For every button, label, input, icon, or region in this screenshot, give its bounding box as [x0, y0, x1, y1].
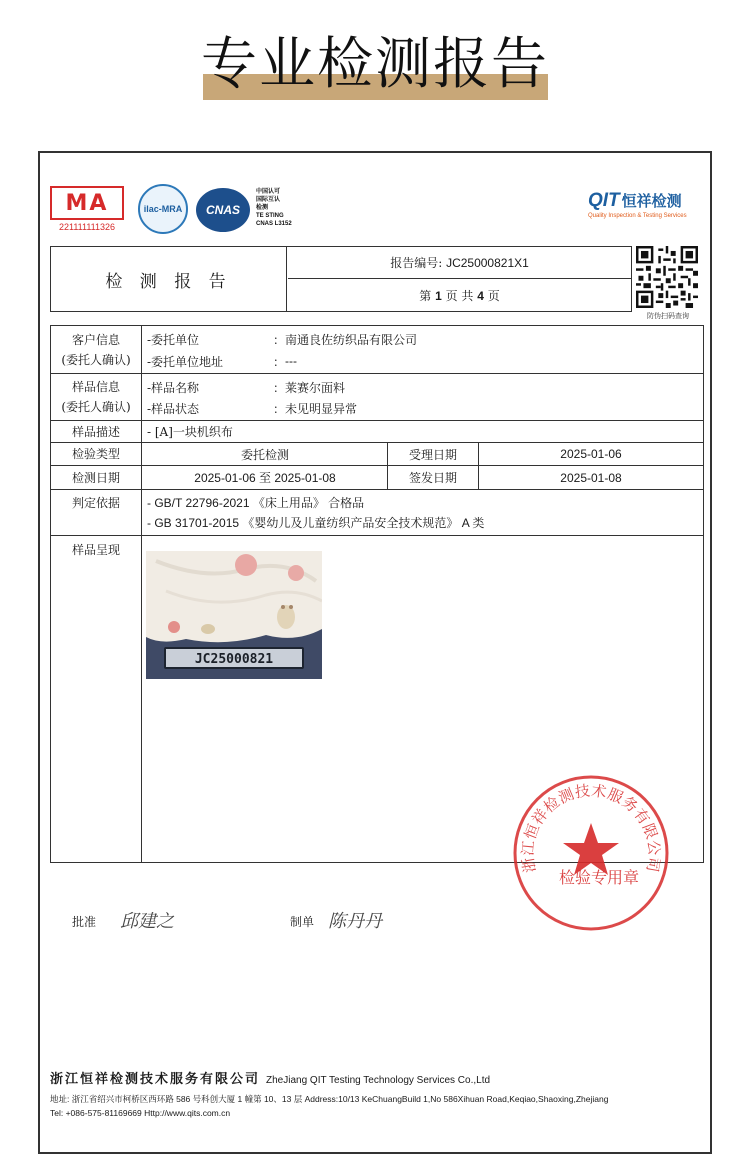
page-current: 1: [435, 288, 442, 303]
test-date-label: 检测日期: [51, 466, 142, 489]
approve-label: 批准: [72, 915, 97, 929]
qit-brand-line: [588, 190, 708, 212]
sample-name-label: -样品名称: [147, 380, 200, 395]
test-date-row: [51, 466, 703, 490]
make-label: 制单: [290, 915, 315, 929]
stamp-inner-text: 检验专用章: [558, 868, 639, 887]
sample-name-text: 莱赛尔面料: [285, 380, 346, 395]
report-number-label: 报告编号:: [390, 256, 443, 270]
basis-standard-2: - GB 31701-2015 《婴幼儿及儿童纺织产品安全技术规范》 A 类: [147, 515, 485, 530]
report-number: JC25000821X1: [446, 255, 529, 270]
label-line: 客户信息: [71, 332, 120, 347]
client-unit-value: ： 南通良佐纺织品有限公司: [273, 332, 418, 347]
cnas-line: CNAS L3152: [256, 221, 292, 227]
sample-tag-text: JC25000821: [194, 652, 274, 667]
client-info-row: [51, 326, 703, 374]
footer-company-cn: 浙江恒祥检测技术服务有限公司: [50, 1072, 261, 1087]
issue-date-value: 2025-01-08: [560, 470, 622, 485]
report-header: [50, 246, 632, 312]
report-number-row: [288, 247, 631, 279]
cnas-line: TE STING: [256, 213, 284, 219]
cma-logo: [50, 186, 124, 236]
cma-number: 221111111326: [58, 222, 116, 232]
ilac-mra-logo: [138, 184, 188, 234]
qr-code[interactable]: [636, 246, 698, 308]
client-address-label: -委托单位地址: [147, 354, 224, 369]
cnas-accreditation-text: [256, 188, 326, 228]
sample-status-text: 未见明显异常: [285, 401, 358, 416]
footer-company-en: ZheJiang QIT Testing Technology Services Co.,Ltd: [266, 1075, 491, 1086]
qit-brand: QIT: [588, 190, 620, 211]
cnas-logo: [196, 188, 250, 232]
test-type-value: 委托检测: [240, 447, 289, 462]
banner-title: 专业检测报告: [201, 32, 549, 97]
test-type-label: 检验类型: [51, 443, 142, 465]
page-mid: 页 共: [445, 289, 474, 303]
judgement-basis-row: [51, 490, 703, 536]
judgement-basis-label: 判定依据: [51, 490, 142, 535]
sample-photo-label: 样品呈现: [51, 536, 142, 862]
qit-tagline: Quality Inspection & Testing Services: [588, 213, 687, 219]
sample-info-label: [51, 374, 142, 420]
label-line: 样品信息: [71, 380, 120, 394]
cnas-label: CNAS: [205, 203, 240, 217]
client-unit-text: 南通良佐纺织品有限公司: [285, 332, 418, 347]
footer-address: 地址: 浙江省绍兴市柯桥区西环路 586 号科创大厦 1 幢第 10、13 层 Address:10/13 KeChuangBuild 1,No 586Xihuan Road,Keqiao,Shaoxing,Zhejiang: [50, 1094, 609, 1104]
client-info-label: [51, 326, 142, 373]
sample-desc-label: 样品描述: [51, 421, 142, 442]
sample-photo: [146, 551, 322, 679]
cnas-line: 中国认可: [256, 189, 281, 195]
page-banner: [0, 0, 750, 120]
ilac-label: ilac-MRA: [143, 204, 183, 214]
footer-contact: Tel: +086-575-81169669 Http://www.qits.com.cn: [50, 1108, 231, 1118]
sample-name-value: ： 莱赛尔面料: [273, 380, 346, 395]
issue-date-label: 签发日期: [408, 471, 457, 485]
qit-brand-cn: 恒祥检测: [621, 192, 682, 210]
label-line: (委托人确认): [61, 400, 131, 414]
qit-logo: [588, 190, 708, 230]
sample-status-value: ： 未见明显异常: [273, 401, 358, 416]
client-address-text: ---: [285, 354, 298, 368]
sample-status-label: -样品状态: [147, 401, 200, 416]
receive-date-label: 受理日期: [408, 447, 457, 462]
footer-company: [50, 1068, 710, 1087]
cnas-line: 国际互认: [256, 197, 281, 203]
sample-info-row: [51, 374, 703, 421]
test-date-value: 2025-01-06 至 2025-01-08: [194, 471, 336, 485]
make-signature: 陈丹丹: [328, 911, 382, 932]
cnas-line: 检测: [256, 205, 269, 211]
page-total: 4: [477, 288, 484, 303]
qr-caption: 防伪扫码查询: [647, 312, 689, 320]
label-line: (委托人确认): [61, 352, 131, 367]
page-prefix: 第: [419, 289, 432, 303]
test-type-row: [51, 443, 703, 466]
client-unit-label: -委托单位: [147, 332, 200, 347]
page-suffix: 页: [487, 289, 500, 303]
sample-desc-value: - [A]一块机织布: [147, 425, 233, 439]
doc-title: 检 测 报 告: [51, 247, 287, 311]
basis-standard-1: - GB/T 22796-2021 《床上用品》 合格品: [147, 495, 365, 510]
page-count-row: [288, 280, 631, 311]
approve-signature: 邱建之: [120, 911, 174, 932]
client-address-value: ： ---: [273, 354, 298, 369]
company-footer: [50, 1068, 710, 1118]
signature-row: [70, 905, 670, 945]
stamp-ring-text: 浙江恒祥检测技术服务有限公司: [518, 781, 664, 875]
logo-row: [50, 180, 700, 240]
receive-date-value: 2025-01-06: [560, 447, 622, 461]
report-sheet: [38, 151, 712, 1154]
cma-mark: MA: [50, 186, 124, 220]
sample-desc-row: [51, 421, 703, 443]
